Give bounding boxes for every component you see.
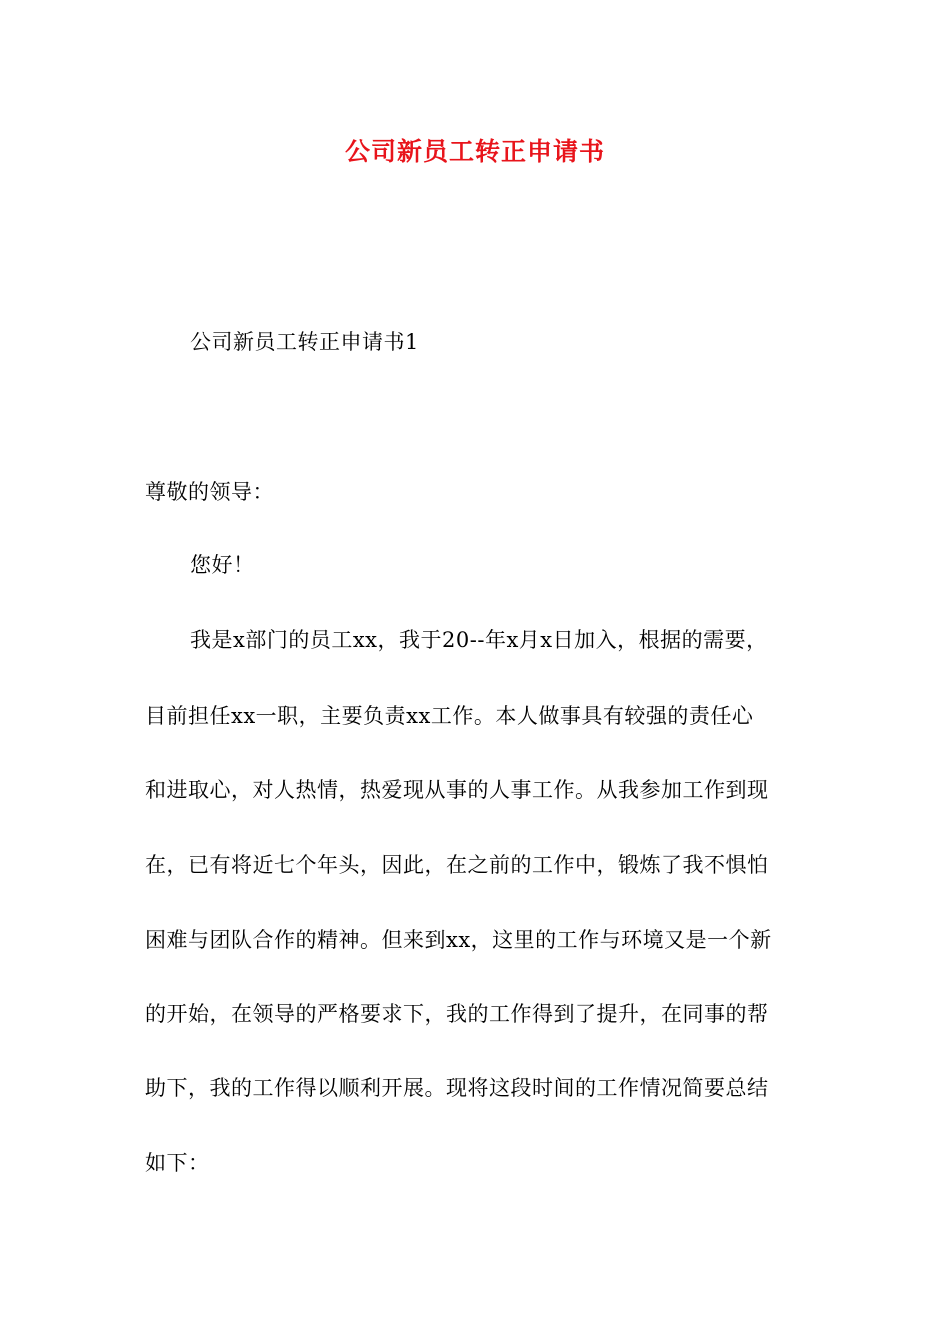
body-line: 目前担任xx一职，主要负责xx工作。本人做事具有较强的责任心 bbox=[145, 704, 754, 728]
body-line: 我是x部门的员工xx，我于20--年x月x日加入，根据的需要， bbox=[190, 628, 768, 652]
body-line: 在，已有将近七个年头，因此，在之前的工作中，锻炼了我不惧怕 bbox=[145, 853, 769, 877]
body-line: 的开始，在领导的严格要求下，我的工作得到了提升，在同事的帮 bbox=[145, 1002, 769, 1026]
body-line: 困难与团队合作的精神。但来到xx，这里的工作与环境又是一个新 bbox=[145, 928, 772, 952]
greeting: 您好！ bbox=[190, 553, 255, 577]
body-line: 和进取心，对人热情，热爱现从事的人事工作。从我参加工作到现 bbox=[145, 778, 769, 802]
document-title: 公司新员工转正申请书 bbox=[344, 137, 605, 166]
body-line: 助下，我的工作得以顺利开展。现将这段时间的工作情况简要总结 bbox=[145, 1076, 769, 1100]
document-subtitle: 公司新员工转正申请书1 bbox=[190, 330, 419, 354]
salutation: 尊敬的领导： bbox=[145, 480, 274, 504]
body-line: 如下： bbox=[145, 1151, 210, 1175]
